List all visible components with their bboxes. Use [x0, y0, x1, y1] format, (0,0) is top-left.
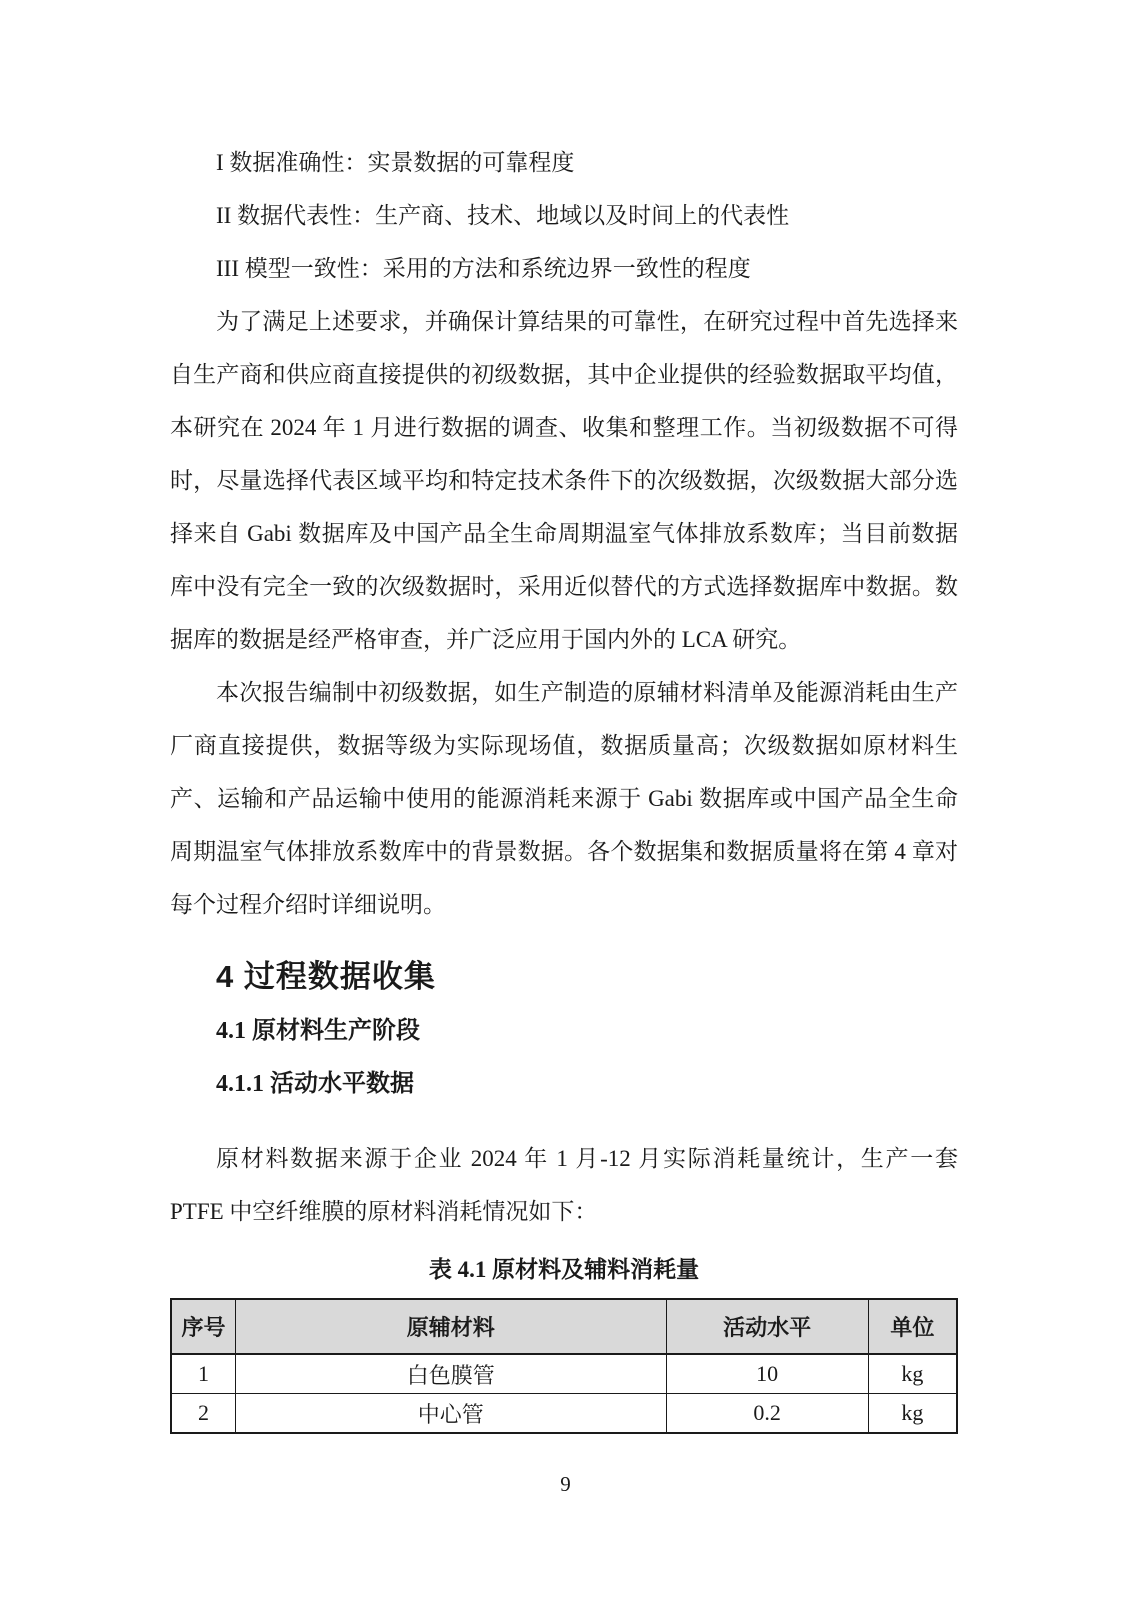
cell-material: 中心管 — [235, 1394, 666, 1434]
cell-index: 1 — [171, 1354, 235, 1394]
cell-activity-level: 0.2 — [666, 1394, 868, 1434]
quality-criterion-representativeness: II 数据代表性：生产商、技术、地域以及时间上的代表性 — [216, 203, 790, 228]
section-heading-raw-material-stage: 4.1 原材料生产阶段 — [216, 1018, 420, 1044]
column-header-material: 原辅材料 — [235, 1299, 666, 1354]
cell-index: 2 — [171, 1394, 235, 1434]
paragraph-data-sources: 本次报告编制中初级数据，如生产制造的原辅材料清单及能源消耗由生产厂商直接提供，数据等级为实际现场值，数据质量高；次级数据如原材料生产、运输和产品运输中使用的能源消耗来源于 Gabi 数据库或中国产品全生命周期温室气体排放系数库中的背景数据。各个数据集和数据质量将在第 4 章对每个过程介绍时详细说明。 — [170, 680, 959, 917]
subsection-heading-activity-data: 4.1.1 活动水平数据 — [216, 1071, 414, 1097]
paragraph-table-lead-in: 原材料数据来源于企业 2024 年 1 月-12 月实际消耗量统计，生产一套 PTFE 中空纤维膜的原材料消耗情况如下： — [170, 1146, 958, 1224]
table-row — [171, 1354, 957, 1394]
column-header-unit: 单位 — [868, 1299, 957, 1354]
quality-criterion-accuracy: I 数据准确性：实景数据的可靠程度 — [216, 150, 575, 175]
raw-material-consumption-table — [170, 1298, 958, 1434]
page-number: 9 — [560, 1472, 571, 1496]
table-header-row — [171, 1299, 957, 1354]
page-content — [170, 136, 958, 1434]
cell-unit: kg — [868, 1354, 957, 1394]
cell-unit: kg — [868, 1394, 957, 1434]
column-header-activity-level: 活动水平 — [666, 1299, 868, 1354]
quality-criterion-consistency: III 模型一致性：采用的方法和系统边界一致性的程度 — [216, 256, 751, 281]
chapter-heading: 4 过程数据收集 — [216, 959, 436, 994]
paragraph-data-selection: 为了满足上述要求，并确保计算结果的可靠性，在研究过程中首先选择来自生产商和供应商直接提供的初级数据，其中企业提供的经验数据取平均值，本研究在 2024 年 1 月进行数据的调查、收集和整理工作。当初级数据不可得时，尽量选择代表区域平均和特定技术条件下的次级数据，次级数据大部分选择来自 Gabi 数据库及中国产品全生命周期温室气体排放系数库；当目前数据库中没有完全一致的次级数据时，采用近似替代的方式选择数据库中数据。数据库的数据是经严格审查，并广泛应用于国内外的 LCA 研究。 — [170, 309, 958, 652]
table-caption: 表 4.1 原材料及辅料消耗量 — [428, 1257, 700, 1282]
cell-material: 白色膜管 — [235, 1354, 666, 1394]
table-row — [171, 1394, 957, 1434]
column-header-index: 序号 — [171, 1299, 235, 1354]
cell-activity-level: 10 — [666, 1354, 868, 1394]
